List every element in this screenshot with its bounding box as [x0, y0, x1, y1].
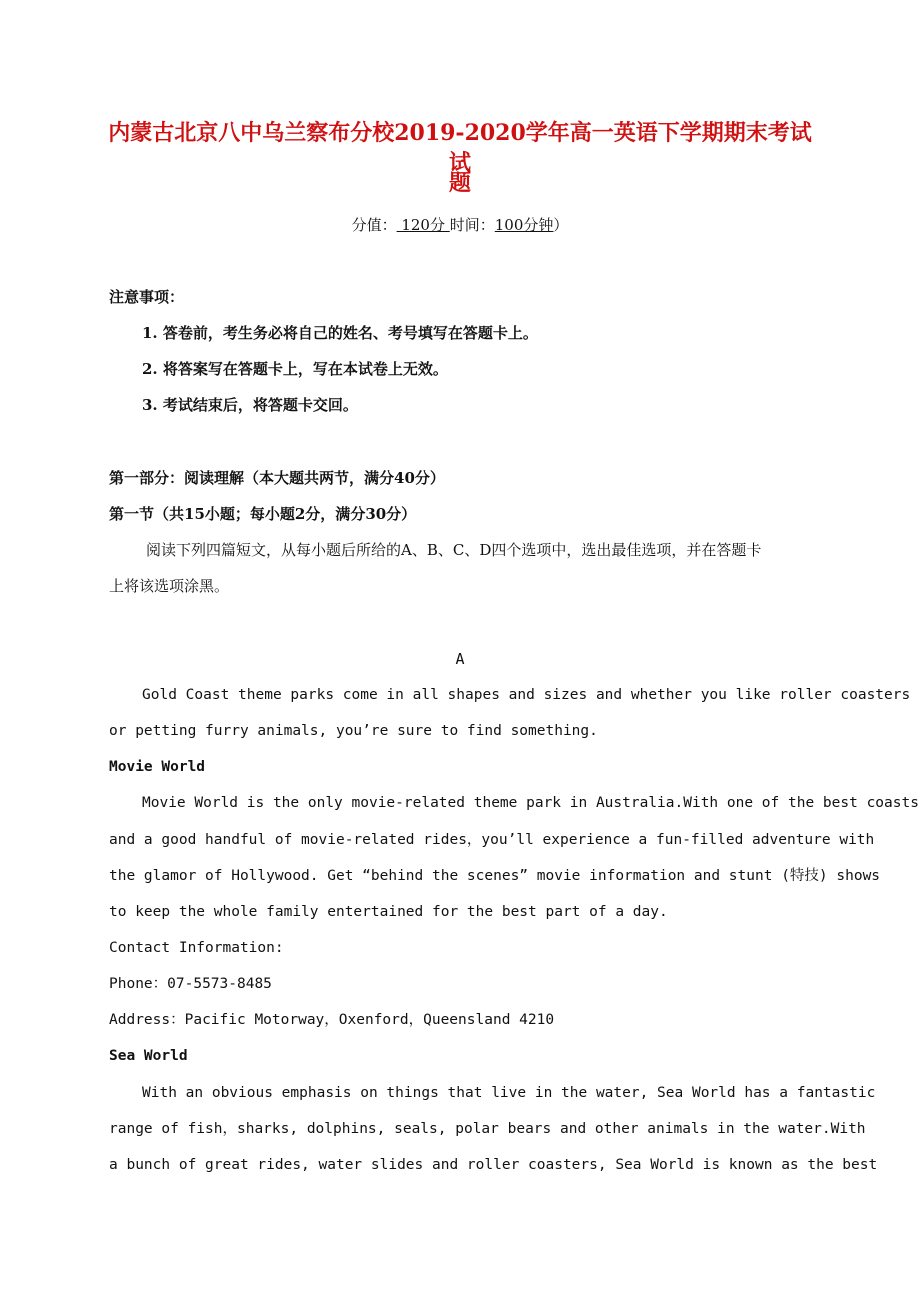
note-item-1: 1. 答卷前，考生务必将自己的姓名、考号填写在答题卡上。	[142, 324, 538, 342]
sea-world-line2: range of fish，sharks, dolphins, seals, polar bears and other animals in the water.With	[109, 1121, 866, 1137]
sea-world-line3: a bunch of great rides, water slides and roller coasters, Sea World is known as the best	[109, 1157, 878, 1173]
passage-label: A	[455, 650, 465, 668]
sea-world-line1: With an obvious emphasis on things that live in the water, Sea World has a fantastic	[142, 1085, 876, 1101]
instruction-line1: 阅读下列四篇短文，从每小题后所给的A、B、C、D四个选项中，选出最佳选项，并在答题卡	[146, 541, 762, 559]
passage-intro-line1: Gold Coast theme parks come in all shapes and sizes and whether you like roller coasters	[142, 687, 911, 703]
document-title-line1: 内蒙古北京八中乌兰察布分校2019-2020学年高一英语下学期期末考试试	[108, 120, 812, 176]
time-close: ）	[553, 216, 569, 234]
sea-world-heading: Sea World	[109, 1048, 188, 1064]
movie-world-heading: Movie World	[109, 759, 206, 775]
note-item-2: 2. 将答案写在答题卡上，写在本试卷上无效。	[142, 360, 448, 378]
document-title-line2: 题	[448, 170, 471, 196]
movie-world-line3: the glamor of Hollywood. Get “behind the scenes” movie information and stunt (特技) shows	[109, 868, 881, 884]
instruction-line2: 上将该选项涂黑。	[109, 577, 230, 595]
score-value: 120分	[396, 216, 450, 234]
movie-world-line4: to keep the whole family entertained for the best part of a day.	[109, 904, 668, 920]
exam-meta	[0, 214, 920, 236]
contact-address: Address：Pacific Motorway，Oxenford，Queensland 4210	[109, 1012, 555, 1028]
passage-intro-line2: or petting furry animals, you’re sure to find something.	[109, 723, 598, 739]
time-label: 时间：	[449, 216, 495, 234]
score-label: 分值：	[351, 216, 397, 234]
note-item-3: 3. 考试结束后，将答题卡交回。	[142, 396, 358, 414]
movie-world-line2: and a good handful of movie-related rides，you’ll experience a fun-filled adventure with	[109, 832, 875, 848]
section1-heading: 第一节（共15小题；每小题2分，满分30分）	[109, 505, 417, 523]
part1-heading: 第一部分：阅读理解（本大题共两节，满分40分）	[109, 469, 445, 487]
contact-label: Contact Information:	[109, 940, 284, 956]
time-value: 100分钟	[494, 216, 554, 234]
contact-phone: Phone：07-5573-8485	[109, 976, 272, 992]
notes-heading: 注意事项：	[109, 288, 185, 306]
movie-world-line1: Movie World is the only movie-related theme park in Australia.With one of the best coasts	[142, 795, 919, 811]
